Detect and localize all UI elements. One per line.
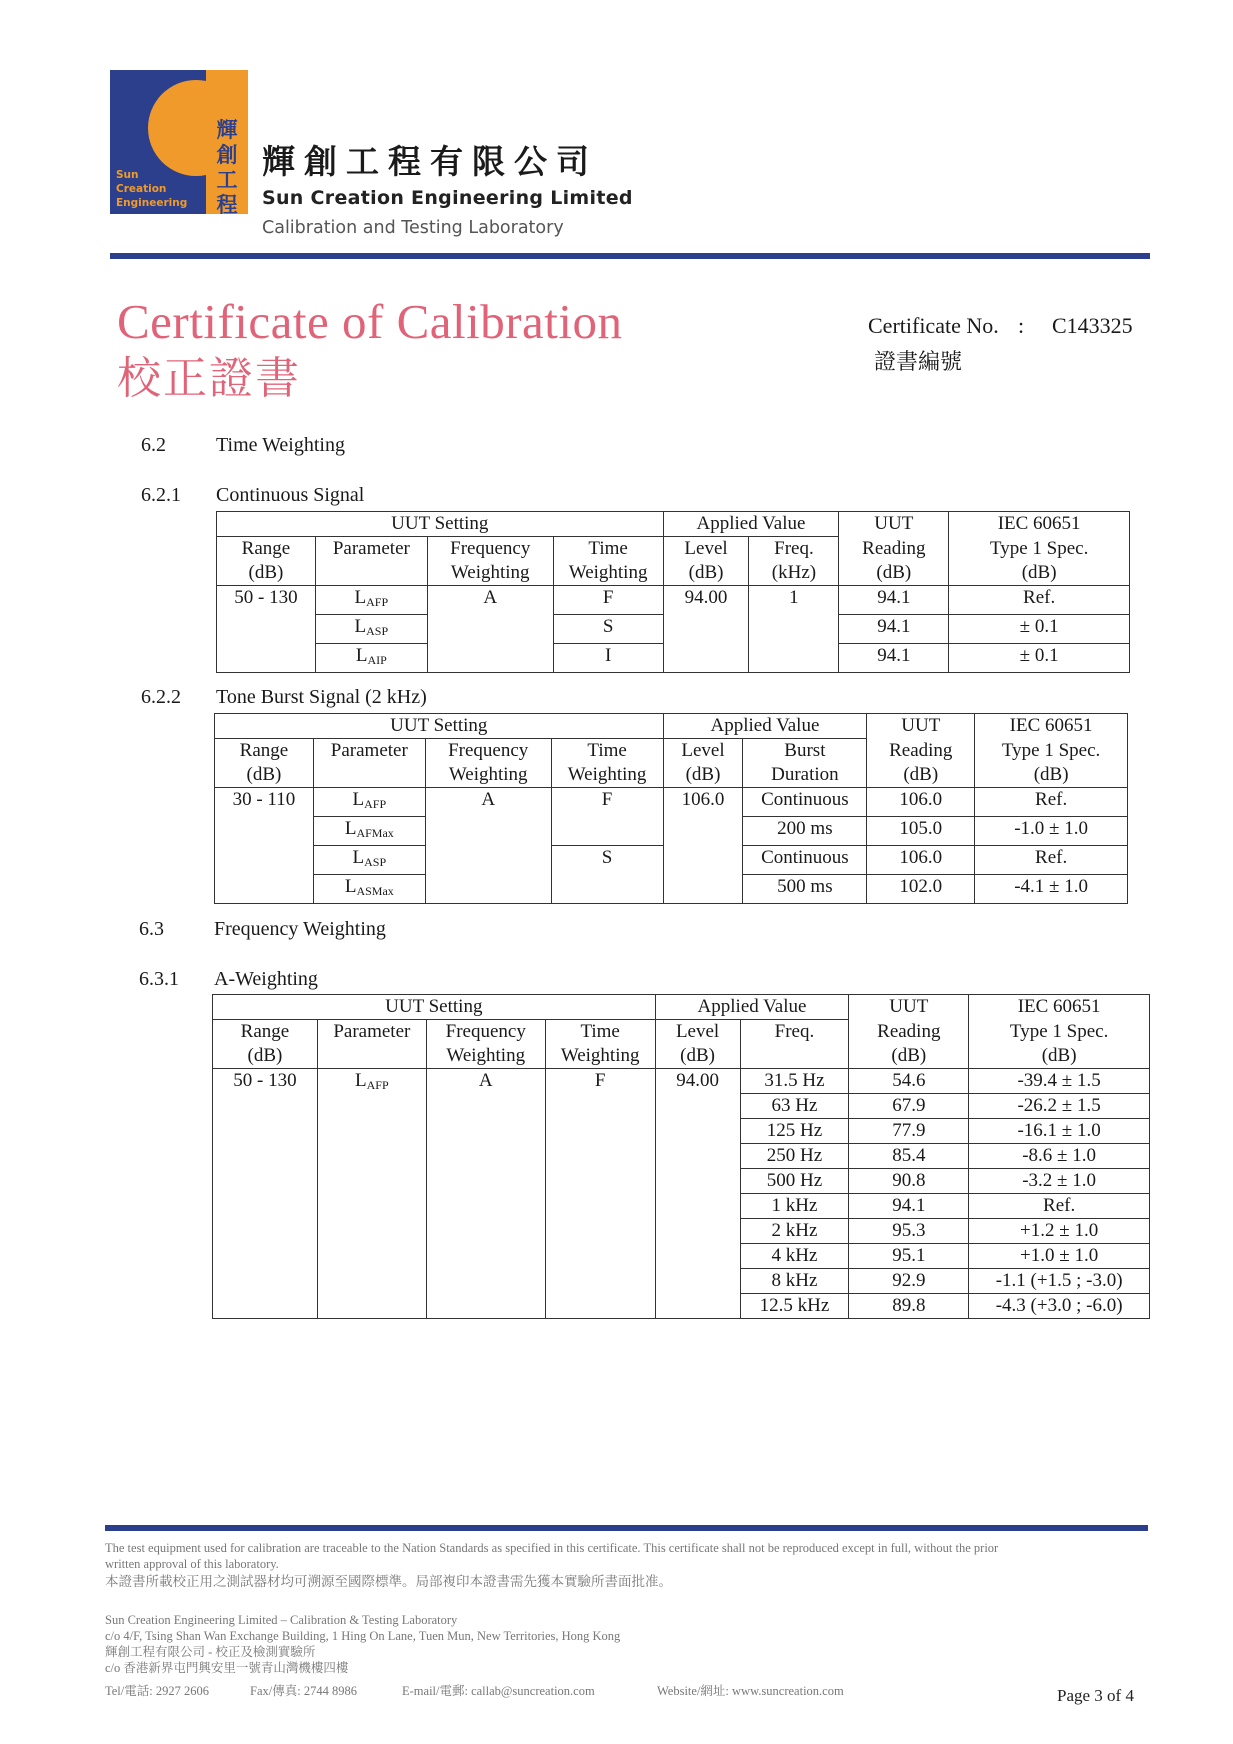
uut-header: UUT (849, 995, 969, 1020)
spec-cell: -8.6 ± 1.0 (969, 1144, 1150, 1169)
parameter-cell: $L_{ASP}$ (313, 846, 425, 875)
certificate-number-label: Certificate No. (868, 313, 999, 338)
reading-cell: 102.0 (867, 875, 975, 904)
contact-fax: Fax/傳真: 2744 8986 (250, 1684, 357, 1698)
range-header: Range (dB) (213, 1020, 318, 1069)
burst-duration-header: Burst Duration (743, 739, 867, 788)
parameter-header: Parameter (315, 537, 427, 586)
reading-cell: 94.1 (839, 615, 949, 644)
contact-tel: Tel/電話: 2927 2606 (105, 1684, 209, 1698)
level-header: Level (dB) (663, 739, 743, 788)
spec-cell: -16.1 ± 1.0 (969, 1119, 1150, 1144)
parameter-cell: $L_{AFP}$ (317, 1069, 426, 1319)
freq-cell: 4 kHz (740, 1244, 849, 1269)
company-name-en: Sun Creation Engineering Limited (262, 187, 633, 209)
frequency-weighting-cell: A (426, 1069, 545, 1319)
range-header: Range (dB) (217, 537, 316, 586)
uut-header: UUT (839, 512, 949, 537)
tone-burst-table (214, 713, 1128, 904)
spec-cell: Ref. (975, 846, 1128, 875)
reading-cell: 67.9 (849, 1094, 969, 1119)
certificate-title-cjk: 校正證書 (117, 354, 301, 403)
parameter-cell: $L_{ASMax}$ (313, 875, 425, 904)
spec-cell: Ref. (969, 1194, 1150, 1219)
level-cell: 94.00 (663, 586, 749, 673)
range-cell: 50 - 130 (213, 1069, 318, 1319)
range-cell: 50 - 130 (217, 586, 316, 673)
reading-cell: 85.4 (849, 1144, 969, 1169)
freq-cell: 8 kHz (740, 1269, 849, 1294)
reading-cell: 90.8 (849, 1169, 969, 1194)
freq-cell: 31.5 Hz (740, 1069, 849, 1094)
applied-value-header: Applied Value (663, 714, 867, 739)
duration-cell: 500 ms (743, 875, 867, 904)
time-weighting-cell: F (545, 1069, 655, 1319)
spec-cell: ± 0.1 (949, 644, 1130, 673)
reading-cell: 95.1 (849, 1244, 969, 1269)
freq-cell: 500 Hz (740, 1169, 849, 1194)
applied-value-header: Applied Value (655, 995, 849, 1020)
frequency-weighting-cell: A (425, 788, 551, 904)
certificate-number-value: C143325 (1052, 313, 1133, 338)
reading-cell: 105.0 (867, 817, 975, 846)
reading-cell: 77.9 (849, 1119, 969, 1144)
certificate-number-label-cjk: 證書編號 (874, 349, 963, 374)
certificate-number-colon: : (1018, 313, 1025, 338)
section-number: 6.2.2 (141, 686, 181, 708)
reading-cell: 94.1 (839, 644, 949, 673)
freq-cell: 1 (749, 586, 839, 673)
parameter-header: Parameter (317, 1020, 426, 1069)
duration-cell: Continuous (743, 788, 867, 817)
spec-cell: -1.0 ± 1.0 (975, 817, 1128, 846)
uut-setting-header: UUT Setting (213, 995, 656, 1020)
reading-cell: 95.3 (849, 1219, 969, 1244)
time-weighting-cell: F (551, 788, 663, 846)
iec-header: IEC 60651 (949, 512, 1130, 537)
spec-cell: +1.2 ± 1.0 (969, 1219, 1150, 1244)
freq-cell: 12.5 kHz (740, 1294, 849, 1319)
spec-cell: -39.4 ± 1.5 (969, 1069, 1150, 1094)
time-weighting-cell: S (553, 615, 663, 644)
reading-cell: 92.9 (849, 1269, 969, 1294)
table-row (215, 788, 1128, 817)
reading-cell: 54.6 (849, 1069, 969, 1094)
freq-header: Freq. (kHz) (749, 537, 839, 586)
time-weighting-cell: F (553, 586, 663, 615)
section-title: Time Weighting (216, 434, 345, 456)
table-row (213, 1069, 1150, 1094)
reading-header: Reading (dB) (849, 1020, 969, 1069)
spec-cell: -3.2 ± 1.0 (969, 1169, 1150, 1194)
level-header: Level (dB) (655, 1020, 740, 1069)
continuous-signal-table (216, 511, 1130, 673)
reading-cell: 94.1 (849, 1194, 969, 1219)
certificate-title: Certificate of Calibration (117, 294, 623, 349)
parameter-cell: $L_{AIP}$ (315, 644, 427, 673)
section-number: 6.2.1 (141, 484, 181, 506)
time-weighting-cell: I (553, 644, 663, 673)
reading-cell: 89.8 (849, 1294, 969, 1319)
parameter-cell: $L_{AFMax}$ (313, 817, 425, 846)
section-title: Continuous Signal (216, 484, 365, 506)
header-rule (110, 253, 1150, 259)
uut-setting-header: UUT Setting (217, 512, 664, 537)
type1-spec-header: Type 1 Spec. (dB) (949, 537, 1130, 586)
uut-header: UUT (867, 714, 975, 739)
footer-rule (105, 1525, 1148, 1531)
type1-spec-header: Type 1 Spec. (dB) (975, 739, 1128, 788)
spec-cell: ± 0.1 (949, 615, 1130, 644)
section-number: 6.3.1 (139, 968, 179, 990)
freq-cell: 125 Hz (740, 1119, 849, 1144)
logo-cjk-text: 輝 創 工 程 (216, 118, 238, 214)
contact-email: E-mail/電郵: callab@suncreation.com (402, 1684, 595, 1698)
a-weighting-table (212, 994, 1150, 1319)
freq-cell: 1 kHz (740, 1194, 849, 1219)
time-weighting-header: Time Weighting (551, 739, 663, 788)
parameter-header: Parameter (313, 739, 425, 788)
type1-spec-header: Type 1 Spec. (dB) (969, 1020, 1150, 1069)
section-number: 6.3 (139, 918, 164, 940)
reading-cell: 94.1 (839, 586, 949, 615)
freq-cell: 63 Hz (740, 1094, 849, 1119)
spec-cell: -1.1 (+1.5 ; -3.0) (969, 1269, 1150, 1294)
parameter-cell: $L_{ASP}$ (315, 615, 427, 644)
spec-cell: -4.1 ± 1.0 (975, 875, 1128, 904)
frequency-weighting-cell: A (427, 586, 553, 673)
reading-cell: 106.0 (867, 846, 975, 875)
iec-header: IEC 60651 (969, 995, 1150, 1020)
frequency-weighting-header: Frequency Weighting (427, 537, 553, 586)
duration-cell: Continuous (743, 846, 867, 875)
section-title: A-Weighting (214, 968, 318, 990)
parameter-cell: $L_{AFP}$ (313, 788, 425, 817)
time-weighting-header: Time Weighting (553, 537, 663, 586)
duration-cell: 200 ms (743, 817, 867, 846)
frequency-weighting-header: Frequency Weighting (426, 1020, 545, 1069)
time-weighting-cell: S (551, 846, 663, 904)
company-name-cjk: 輝創工程有限公司 (262, 142, 598, 181)
lab-name: Calibration and Testing Laboratory (262, 218, 564, 238)
spec-cell: -4.3 (+3.0 ; -6.0) (969, 1294, 1150, 1319)
level-cell: 106.0 (663, 788, 743, 904)
section-title: Frequency Weighting (214, 918, 386, 940)
iec-header: IEC 60651 (975, 714, 1128, 739)
section-number: 6.2 (141, 434, 166, 456)
traceability-notice: The test equipment used for calibration are traceable to the Nation Standards as specified in this certificate. This certificate shall not be reproduced except in full, without the prior written approval of this laboratory. 本證書所載校正用之測試器材均可溯源至國際標準。局部複印本證書需先獲本實驗所書面批准。 (105, 1541, 999, 1589)
company-logo (110, 70, 248, 214)
level-cell: 94.00 (655, 1069, 740, 1319)
lab-address: Sun Creation Engineering Limited – Calibration & Testing Laboratory c/o 4/F, Tsing Shan Wan Exchange Building, 1 Hing On Lane, Tuen Mun, New Territories, Hong Kong 輝創工程有限公司 - 校正及檢測實驗所 c/o 香港新界屯門興安里一號青山灣機樓四樓 (105, 1613, 621, 1675)
table-row (217, 586, 1130, 615)
frequency-weighting-header: Frequency Weighting (425, 739, 551, 788)
section-title: Tone Burst Signal (2 kHz) (216, 686, 427, 708)
spec-cell: Ref. (949, 586, 1130, 615)
reading-cell: 106.0 (867, 788, 975, 817)
level-header: Level (dB) (663, 537, 749, 586)
uut-setting-header: UUT Setting (215, 714, 664, 739)
page-number: Page 3 of 4 (1057, 1686, 1134, 1705)
applied-value-header: Applied Value (663, 512, 839, 537)
freq-header: Freq. (740, 1020, 849, 1069)
freq-cell: 2 kHz (740, 1219, 849, 1244)
freq-cell: 250 Hz (740, 1144, 849, 1169)
range-cell: 30 - 110 (215, 788, 314, 904)
time-weighting-header: Time Weighting (545, 1020, 655, 1069)
parameter-cell: $L_{AFP}$ (315, 586, 427, 615)
contact-website: Website/網址: www.suncreation.com (657, 1684, 844, 1698)
logo-en-text: Sun Creation Engineering (116, 169, 188, 209)
range-header: Range (dB) (215, 739, 314, 788)
spec-cell: +1.0 ± 1.0 (969, 1244, 1150, 1269)
reading-header: Reading (dB) (839, 537, 949, 586)
spec-cell: -26.2 ± 1.5 (969, 1094, 1150, 1119)
reading-header: Reading (dB) (867, 739, 975, 788)
spec-cell: Ref. (975, 788, 1128, 817)
